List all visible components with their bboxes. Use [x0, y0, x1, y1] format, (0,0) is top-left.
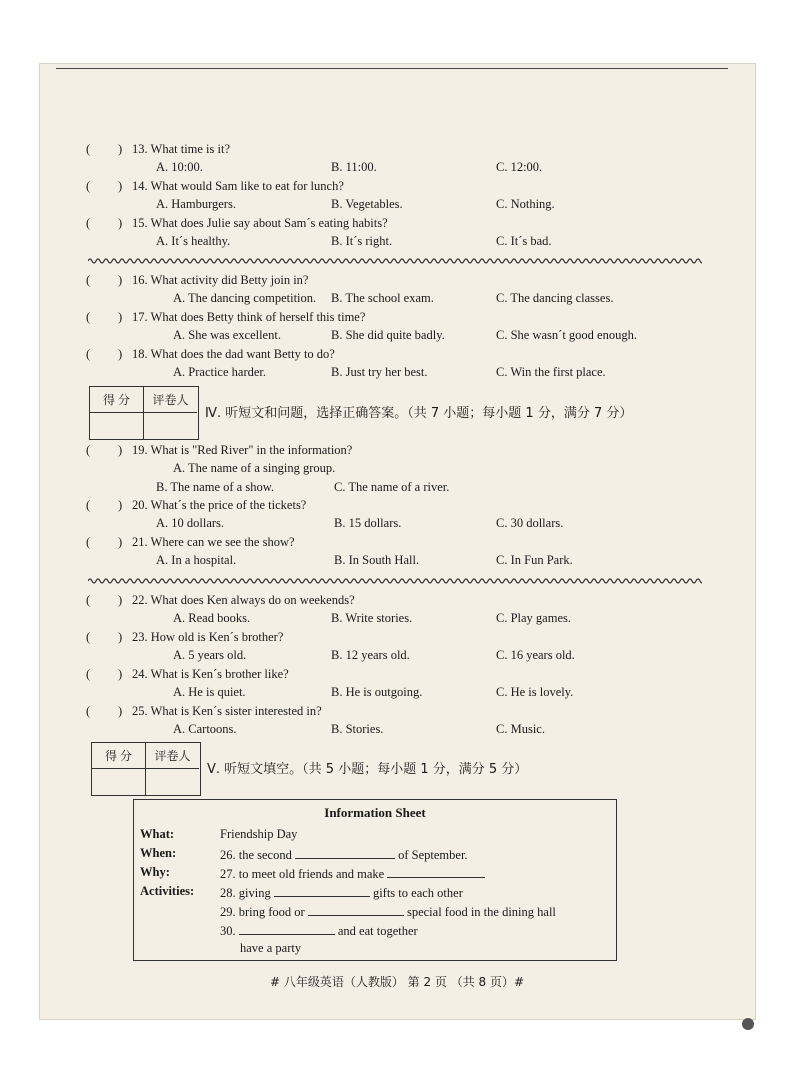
q28-line: [220, 884, 463, 901]
option-b: B. Stories.: [331, 722, 384, 736]
option-c: C. 30 dollars.: [496, 516, 564, 530]
option-c: C. The dancing classes.: [496, 291, 614, 305]
option-a: A. The name of a singing group.: [173, 461, 336, 475]
question-19: [0, 443, 794, 463]
option-a: A. Hamburgers.: [156, 197, 236, 211]
top-rule: [56, 68, 728, 69]
option-c: C. 16 years old.: [496, 648, 575, 662]
answer-bracket-16[interactable]: (: [86, 273, 91, 287]
q29-line: [220, 903, 556, 920]
section-5-heading: Ⅴ. 听短文填空。（共 5 小题；每小题 1 分，满分 5 分）: [207, 762, 528, 777]
question-text: 21. Where can we see the show?: [132, 535, 295, 549]
answer-bracket-21[interactable]: (: [86, 535, 91, 549]
option-a: A. He is quiet.: [173, 685, 246, 699]
option-b: B. Write stories.: [331, 611, 413, 625]
question-25: [0, 704, 794, 724]
answer-bracket-19[interactable]: (: [86, 443, 91, 457]
answer-bracket-24[interactable]: (: [86, 667, 91, 681]
option-a: A. Practice harder.: [173, 365, 267, 379]
information-sheet-title: Information Sheet: [324, 805, 426, 820]
grader-field[interactable]: [144, 413, 197, 439]
section-4-heading: Ⅳ. 听短文和问题，选择正确答案。（共 7 小题；每小题 1 分，满分 7 分）: [205, 406, 633, 421]
why-label: Why:: [140, 865, 170, 879]
q28-prefix: 28. giving: [220, 886, 271, 900]
answer-bracket-13[interactable]: (: [86, 142, 91, 156]
option-b: B. It´s right.: [331, 234, 393, 248]
q28-suffix: gifts to each other: [372, 886, 463, 900]
score-box-section-4: [89, 386, 199, 440]
question-22: [0, 593, 794, 613]
answer-bracket-close: ): [118, 443, 123, 457]
option-c: C. The name of a river.: [334, 480, 450, 494]
option-a: A. The dancing competition.: [173, 291, 317, 305]
option-b: B. In South Hall.: [334, 553, 420, 567]
score-box-section-5: [91, 742, 201, 796]
option-a: A. It´s healthy.: [156, 234, 231, 248]
information-sheet: [133, 799, 617, 961]
option-c: C. It´s bad.: [496, 234, 552, 248]
option-c: C. 12:00.: [496, 160, 543, 174]
option-a: A. Read books.: [173, 611, 251, 625]
q30-blank[interactable]: [239, 922, 335, 935]
option-a: A. 10:00.: [156, 160, 203, 174]
answer-bracket-close: ): [118, 142, 123, 156]
option-c: C. She wasn´t good enough.: [496, 328, 637, 342]
question-20: [0, 498, 794, 518]
option-c: C. He is lovely.: [496, 685, 574, 699]
question-18: [0, 347, 794, 367]
q27-line: [220, 865, 485, 882]
question-text: 19. What is "Red River" in the information?: [132, 443, 353, 457]
question-text: 20. What´s the price of the tickets?: [132, 498, 307, 512]
q27-prefix: 27. to meet old friends and make: [220, 867, 385, 881]
option-a: A. 10 dollars.: [156, 516, 225, 530]
answer-bracket-close: ): [118, 179, 123, 193]
grader-field[interactable]: [146, 769, 199, 795]
answer-bracket-close: ): [118, 667, 123, 681]
activities-label: Activities:: [140, 884, 195, 898]
answer-bracket-close: ): [118, 630, 123, 644]
q26-line: [220, 846, 468, 863]
score-label: 得 分: [90, 387, 144, 413]
answer-bracket-17[interactable]: (: [86, 310, 91, 324]
answer-bracket-close: ): [118, 216, 123, 230]
corner-mark: [742, 1018, 754, 1030]
grader-label: 评卷人: [144, 387, 197, 413]
answer-bracket-18[interactable]: (: [86, 347, 91, 361]
q30-continuation: have a party: [240, 941, 302, 955]
option-b: B. Just try her best.: [331, 365, 428, 379]
option-a: A. Cartoons.: [173, 722, 237, 736]
q27-blank[interactable]: [387, 865, 485, 878]
section-divider-wave: [88, 256, 702, 266]
answer-bracket-close: ): [118, 273, 123, 287]
question-text: 17. What does Betty think of herself this time?: [132, 310, 366, 324]
answer-bracket-22[interactable]: (: [86, 593, 91, 607]
answer-bracket-25[interactable]: (: [86, 704, 91, 718]
option-c: C. Win the first place.: [496, 365, 606, 379]
option-b: B. 15 dollars.: [334, 516, 402, 530]
option-c: C. Play games.: [496, 611, 571, 625]
option-b: B. 12 years old.: [331, 648, 410, 662]
option-b: B. Vegetables.: [331, 197, 403, 211]
option-a: A. She was excellent.: [173, 328, 281, 342]
question-14: [0, 179, 794, 199]
q30-line: [220, 922, 418, 939]
answer-bracket-close: ): [118, 347, 123, 361]
option-a: A. 5 years old.: [173, 648, 247, 662]
q26-blank[interactable]: [295, 846, 395, 859]
page-footer: # 八年级英语（人教版） 第 2 页 （共 8 页）#: [269, 975, 525, 989]
grader-label: 评卷人: [146, 743, 199, 769]
question-text: 15. What does Julie say about Sam´s eating habits?: [132, 216, 388, 230]
what-label: What:: [140, 827, 175, 841]
option-c: C. Nothing.: [496, 197, 555, 211]
question-text: 24. What is Ken´s brother like?: [132, 667, 289, 681]
option-a: A. In a hospital.: [156, 553, 237, 567]
answer-bracket-15[interactable]: (: [86, 216, 91, 230]
option-b: B. He is outgoing.: [331, 685, 423, 699]
option-b: B. She did quite badly.: [331, 328, 445, 342]
q28-blank[interactable]: [274, 884, 370, 897]
what-value: Friendship Day: [220, 827, 298, 841]
q30-suffix: and eat together: [337, 924, 418, 938]
question-16: [0, 273, 794, 293]
question-15: [0, 216, 794, 236]
q26-suffix: of September.: [398, 848, 468, 862]
question-text: 14. What would Sam like to eat for lunch?: [132, 179, 344, 193]
q29-suffix: special food in the dining hall: [406, 905, 556, 919]
q26-prefix: 26. the second: [220, 848, 292, 862]
q30-prefix: 30.: [220, 924, 236, 938]
answer-bracket-20[interactable]: (: [86, 498, 91, 512]
question-23: [0, 630, 794, 650]
question-text: 16. What activity did Betty join in?: [132, 273, 309, 287]
score-field[interactable]: [92, 769, 146, 795]
question-17: [0, 310, 794, 330]
answer-bracket-close: ): [118, 535, 123, 549]
option-c: C. Music.: [496, 722, 545, 736]
answer-bracket-close: ): [118, 498, 123, 512]
question-24: [0, 667, 794, 687]
option-c: C. In Fun Park.: [496, 553, 573, 567]
question-text: 22. What does Ken always do on weekends?: [132, 593, 355, 607]
option-b: B. 11:00.: [331, 160, 377, 174]
when-label: When:: [140, 846, 177, 860]
score-label: 得 分: [92, 743, 146, 769]
option-b: B. The name of a show.: [156, 480, 275, 494]
q29-blank[interactable]: [308, 903, 404, 916]
answer-bracket-14[interactable]: (: [86, 179, 91, 193]
question-21: [0, 535, 794, 555]
score-field[interactable]: [90, 413, 144, 439]
question-13: [0, 142, 794, 162]
option-b: B. The school exam.: [331, 291, 434, 305]
question-text: 25. What is Ken´s sister interested in?: [132, 704, 322, 718]
question-text: 23. How old is Ken´s brother?: [132, 630, 284, 644]
section-divider-wave: [88, 576, 702, 586]
answer-bracket-close: ): [118, 310, 123, 324]
question-text: 18. What does the dad want Betty to do?: [132, 347, 335, 361]
answer-bracket-close: ): [118, 704, 123, 718]
question-text: 13. What time is it?: [132, 142, 231, 156]
answer-bracket-close: ): [118, 593, 123, 607]
answer-bracket-23[interactable]: (: [86, 630, 91, 644]
q29-prefix: 29. bring food or: [220, 905, 305, 919]
